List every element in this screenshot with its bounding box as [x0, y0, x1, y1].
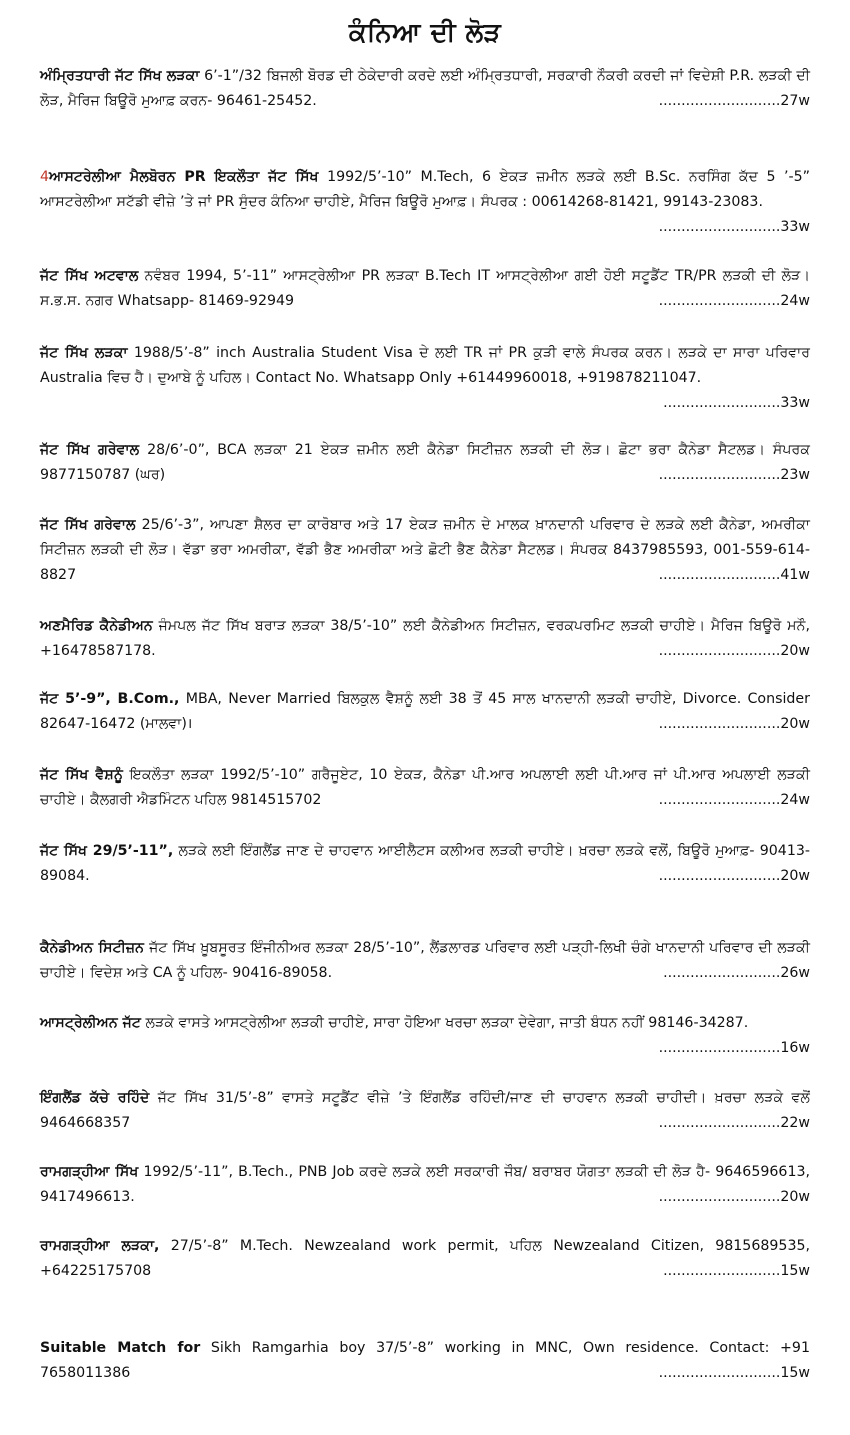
ad-lead: ਅਣਮੈਰਿਡ ਕੈਨੇਡੀਅਨ: [40, 618, 153, 634]
ad-item: [40, 687, 810, 737]
ad-ref: ...........................20w: [659, 864, 810, 889]
ad-text: ਨਵੰਬਰ 1994, 5’-11” ਆਸਟ੍ਰੇਲੀਆ PR ਲੜਕਾ B.Tech IT ਆਸਟ੍ਰੇਲੀਆ ਗਈ ਹੋਈ ਸਟੂਡੈਂਟ TR/PR ਲੜਕੀ ਦੀ ਲੋੜ। ਸ.ਭ.ਸ. ਨਗਰ Whatsapp- 81469-92949: [40, 268, 811, 309]
ad-item: [40, 1011, 810, 1061]
ad-lead: ਆਸਟਰੇਲੀਆ ਮੈਲਬੋਰਨ PR ਇਕਲੌਤਾ ਜੱਟ ਸਿੱਖ: [49, 169, 319, 185]
ad-ref: ...........................27w: [659, 89, 810, 114]
ad-item: [40, 64, 810, 114]
ad-text: ਜੰਮਪਲ ਜੱਟ ਸਿੱਖ ਬਰਾੜ ਲੜਕਾ 38/5’-10” ਲਈ ਕੈਨੇਡੀਅਨ ਸਿਟੀਜ਼ਨ, ਵਰਕਪਰਮਿਟ ਲੜਕੀ ਚਾਹੀਏ। ਮੈਰਿਜ ਬਿਊਰੋ ਮਨੌ, +16478587178.: [40, 618, 810, 659]
ad-text: 25/6’-3”, ਆਪਣਾ ਸ਼ੈਲਰ ਦਾ ਕਾਰੋਬਾਰ ਅਤੇ 17 ਏਕੜ ਜ਼ਮੀਨ ਦੇ ਮਾਲਕ ਖ਼ਾਨਦਾਨੀ ਪਰਿਵਾਰ ਦੇ ਲੜਕੇ ਲਈ ਕੈਨੇਡਾ, ਅਮਰੀਕਾ ਸਿਟੀਜ਼ਨ ਲੜਕੀ ਦੀ ਲੋੜ। ਵੱਡਾ ਭਰਾ ਅਮਰੀਕਾ, ਵੱਡੀ ਭੈਣ ਅਮਰੀਕਾ ਅਤੇ ਛੋਟੀ ਭੈਣ ਕੈਨੇਡਾ ਸੈਟਲਡ। ਸੰਪਰਕ 8437985593, 001-559-614-8827: [40, 517, 810, 583]
ad-text: Sikh Ramgarhia boy 37/5’-8” working in MNC, Own residence. Contact: +91 7658011386: [40, 1340, 810, 1381]
page-title: ਕੰਨਿਆ ਦੀ ਲੋੜ: [348, 18, 502, 48]
ad-ref: ..........................33w: [663, 391, 810, 416]
ad-ref: ...........................24w: [659, 289, 810, 314]
ad-lead: ਜੱਟ ਸਿੱਖ ਗਰੇਵਾਲ: [40, 517, 136, 533]
ad-text: 28/6’-0”, BCA ਲੜਕਾ 21 ਏਕੜ ਜ਼ਮੀਨ ਲਈ ਕੈਨੇਡਾ ਸਿਟੀਜ਼ਨ ਲੜਕੀ ਦੀ ਲੋੜ। ਛੋਟਾ ਭਰਾ ਕੈਨੇਡਾ ਸੈਟਲਡ। ਸੰਪਰਕ 9877150787 (ਘਰ): [40, 442, 811, 483]
ad-text: ਜੱਟ ਸਿੱਖ 31/5’-8” ਵਾਸਤੇ ਸਟੂਡੈਂਟ ਵੀਜ਼ੇ ’ਤੇ ਇੰਗਲੈਂਡ ਰਹਿੰਦੀ/ਜਾਣ ਦੀ ਚਾਹਵਾਨ ਲੜਕੀ ਚਾਹੀਦੀ। ਖ਼ਰਚਾ ਲੜਕੇ ਵਲੋਂ 9464668357: [40, 1090, 811, 1131]
ad-item: [40, 614, 810, 664]
ad-ref: ...........................15w: [659, 1361, 810, 1386]
ad-ref: ..........................15w: [663, 1259, 810, 1284]
ad-ref: ...........................20w: [659, 639, 810, 664]
ad-ref: ...........................24w: [659, 788, 810, 813]
ad-text: MBA, Never Married ਬਿਲਕੁਲ ਵੈਸ਼ਨੂੰ ਲਈ 38 ਤੋਂ 45 ਸਾਲ ਖਾਨਦਾਨੀ ਲੜਕੀ ਚਾਹੀਏ, Divorce. Consider 82647-16472 (ਮਾਲਵਾ)।: [40, 691, 810, 732]
ad-text: ਲੜਕੇ ਲਈ ਇੰਗਲੈਂਡ ਜਾਣ ਦੇ ਚਾਹਵਾਨ ਆਈਲੈਟਸ ਕਲੀਅਰ ਲੜਕੀ ਚਾਹੀਏ। ਖ਼ਰਚਾ ਲੜਕੇ ਵਲੋਂ, ਬਿਊਰੋ ਮੁਆਫ਼- 90413-89084.: [40, 843, 811, 884]
ad-ref: ...........................33w: [659, 215, 810, 240]
ad-item: [40, 1160, 810, 1210]
ad-item: [40, 763, 810, 813]
ad-lead: ਰਾਮਗੜ੍ਹੀਆ ਸਿੱਖ: [40, 1164, 139, 1180]
ad-item: [40, 513, 810, 588]
ad-lead: ਜੱਟ ਸਿੱਖ ਅਟਵਾਲ: [40, 268, 139, 284]
ad-ref: ..........................26w: [663, 961, 810, 986]
ad-lead: ਅੰਮ੍ਰਿਤਧਾਰੀ ਜੱਟ ਸਿੱਖ ਲੜਕਾ: [40, 68, 200, 84]
ad-prefix: 4: [40, 169, 50, 185]
ad-lead: ਇੰਗਲੈਂਡ ਕੱਚੇ ਰਹਿੰਦੇ: [40, 1090, 150, 1106]
ad-lead: ਜੱਟ ਸਿੱਖ ਲੜਕਾ: [40, 345, 128, 361]
ad-ref: ...........................16w: [659, 1036, 810, 1061]
ad-text: ਇਕਲੌਤਾ ਲੜਕਾ 1992/5’-10” ਗਰੈਜੂਏਟ, 10 ਏਕੜ, ਕੈਨੇਡਾ ਪੀ.ਆਰ ਅਪਲਾਈ ਲਈ ਪੀ.ਆਰ ਜਾਂ ਪੀ.ਆਰ ਅਪਲਾਈ ਲੜਕੀ ਚਾਹੀਏ। ਕੈਲਗਰੀ ਐਡਮਿੰਟਨ ਪਹਿਲ 9814515702: [40, 767, 810, 808]
ad-text: 1988/5’-8” inch Australia Student Visa ਦੇ ਲਈ TR ਜਾਂ PR ਕੁੜੀ ਵਾਲੇ ਸੰਪਰਕ ਕਰਨ। ਲੜਕੇ ਦਾ ਸਾਰਾ ਪਰਿਵਾਰ Australia ਵਿਚ ਹੈ। ਦੁਆਬੇ ਨੂੰ ਪਹਿਲ। Contact No. Whatsapp Only +61449960018, +919878211047.: [40, 345, 811, 386]
ad-text: 6’-1”/32 ਬਿਜਲੀ ਬੋਰਡ ਦੀ ਠੇਕੇਦਾਰੀ ਕਰਦੇ ਲਈ ਅੰਮ੍ਰਿਤਧਾਰੀ, ਸਰਕਾਰੀ ਨੌਕਰੀ ਕਰਦੀ ਜਾਂ ਵਿਦੇਸ਼ੀ P.R. ਲੜਕੀ ਦੀ ਲੋੜ, ਮੈਰਿਜ ਬਿਊਰੋ ਮੁਆਫ਼ ਕਰਨ- 96461-25452.: [40, 68, 810, 109]
ad-lead: ਜੱਟ ਸਿੱਖ ਗਰੇਵਾਲ: [40, 442, 140, 458]
ad-lead: ਆਸਟ੍ਰੇਲੀਅਨ ਜੱਟ: [40, 1015, 142, 1031]
ad-ref: ...........................22w: [659, 1111, 810, 1136]
ad-lead: ਜੱਟ ਸਿੱਖ ਵੈਸ਼ਨੂੰ: [40, 767, 124, 783]
ad-text: ਜੱਟ ਸਿੱਖ ਖ਼ੂਬਸੂਰਤ ਇੰਜੀਨੀਅਰ ਲੜਕਾ 28/5’-10”, ਲੈਂਡਲਾਰਡ ਪਰਿਵਾਰ ਲਈ ਪੜ੍ਹੀ-ਲਿਖੀ ਚੰਗੇ ਖਾਨਦਾਨੀ ਪਰਿਵਾਰ ਦੀ ਲੜਕੀ ਚਾਹੀਏ। ਵਿਦੇਸ਼ ਅਤੇ CA ਨੂੰ ਪਹਿਲ- 90416-89058.: [40, 940, 811, 981]
ad-item: [40, 1336, 810, 1386]
ad-item: [40, 341, 810, 416]
ad-lead: ਜੱਟ ਸਿੱਖ 29/5’-11”,: [40, 843, 174, 859]
ad-text: 1992/5’-11”, B.Tech., PNB Job ਕਰਦੇ ਲੜਕੇ ਲਈ ਸਰਕਾਰੀ ਜੌਬ/ ਬਰਾਬਰ ਯੋਗਤਾ ਲੜਕੀ ਦੀ ਲੋੜ ਹੈ- 9646596613, 9417496613.: [40, 1164, 811, 1205]
ad-ref: ...........................20w: [659, 712, 810, 737]
ad-item: [40, 1086, 810, 1136]
ad-lead: ਰਾਮਗੜ੍ਹੀਆ ਲੜਕਾ,: [40, 1238, 160, 1254]
ad-lead: Suitable Match for: [40, 1340, 201, 1356]
ad-item: [40, 839, 810, 889]
ad-text: 27/5’-8” M.Tech. Newzealand work permit, ਪਹਿਲ Newzealand Citizen, 9815689535, +64225175708: [40, 1238, 811, 1279]
ad-item: [40, 264, 810, 314]
ad-ref: ...........................23w: [659, 463, 810, 488]
ad-item: [40, 936, 810, 986]
ad-ref: ...........................41w: [659, 563, 810, 588]
ad-lead: ਕੈਨੇਡੀਅਨ ਸਿਟੀਜ਼ਨ: [40, 940, 145, 956]
ad-item: [40, 1234, 810, 1284]
ad-ref: ...........................20w: [659, 1185, 810, 1210]
ad-item: [40, 438, 810, 488]
ad-item: [40, 165, 810, 240]
ad-text: ਲੜਕੇ ਵਾਸਤੇ ਆਸਟ੍ਰੇਲੀਆ ਲੜਕੀ ਚਾਹੀਏ, ਸਾਰਾ ਹੋਇਆ ਖਰਚਾ ਲੜਕਾ ਦੇਵੇਗਾ, ਜਾਤੀ ਬੰਧਨ ਨਹੀਂ 98146-34287.: [145, 1015, 749, 1031]
ad-text: 1992/5’-10” M.Tech, 6 ਏਕੜ ਜ਼ਮੀਨ ਲੜਕੇ ਲਈ B.Sc. ਨਰਸਿੰਗ ਕੱਦ 5 ’-5” ਆਸਟਰੇਲੀਆ ਸਟੱਡੀ ਵੀਜ਼ੇ ’ਤੇ ਜਾਂ PR ਸੁੰਦਰ ਕੰਨਿਆ ਚਾਹੀਏ, ਮੈਰਿਜ ਬਿਊਰੋ ਮੁਆਫ਼। ਸੰਪਰਕ : 00614268-81421, 99143-23083.: [40, 169, 811, 210]
ad-lead: ਜੱਟ 5’-9”, B.Com.,: [40, 691, 180, 707]
